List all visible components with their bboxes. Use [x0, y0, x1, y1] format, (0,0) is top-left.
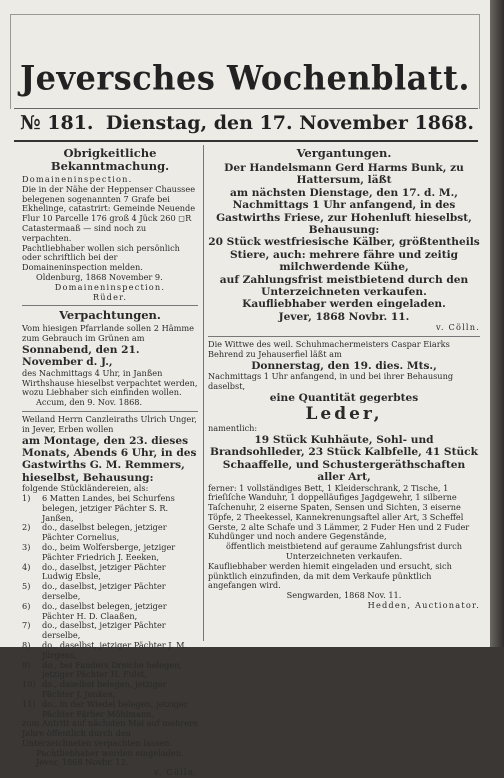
official-notice-heading: Obrigkeitliche Bekanntmachung. — [50, 146, 170, 173]
auction-text: Der Handelsmann Gerd Harms Bunk, zu Hattersum, läßt — [224, 162, 464, 187]
list-item: 6) do., daselbst belegen, jetziger Pächter H. D. Claaßen, — [22, 600, 167, 621]
list-item: 5) do., daselbst, jetziger Pächter derselbe, — [22, 581, 166, 601]
notice-date: Oldenburg, 1868 November 9. — [36, 271, 163, 282]
list-item: 11) do., in der Wiedel belegen, jetziger Pächter Färber Möhlmann, — [22, 698, 188, 719]
auction-text: Die Wittwe des weil. Schuhmachermeisters Caspar Eiarks Behrend zu Jehauserfiel läßt am — [208, 339, 450, 359]
right-column — [208, 146, 480, 611]
auction-signature: Hedden, Auctionator. — [367, 600, 480, 611]
lease-signature: v. Cölln. — [154, 767, 198, 778]
auction-goods: 19 Stück Kuhhäute, Sohl- und Brandsohlleder, 23 Stück Kalbfelle, 41 Stück Schaaffelle, und Schustergeräthschaften aller Art, — [210, 433, 478, 484]
masthead-title: Jeversches Wochenblatt. — [19, 58, 471, 98]
auction-signature: v. Cölln. — [436, 322, 480, 333]
section-rule — [22, 305, 198, 306]
auction-text: namentlich: — [208, 423, 258, 434]
auction-text: auf Zahlungsfrist meistbietend durch den Unterzeichneten verkaufen. — [219, 273, 469, 299]
notice-signature: Rüder. — [92, 291, 128, 302]
list-item: 9) do., bei Fanders Dreiche belegen, jetziger Pächter H. Fulst, — [22, 659, 182, 680]
lease-place-date: Jever, 1868 Novbr. 12. — [36, 757, 129, 768]
auction-date: am nächsten Dienstage, den 17. d. M., — [230, 186, 458, 199]
lease-date: am Montage, den 23. dieses Monats, Abends 6 Uhr, in des Gastwirths G. M. Remmers, hieselbst, Behausung: — [22, 434, 197, 484]
issue-date: Dienstag, den 17. November 1868. — [105, 112, 474, 134]
lease-text: zum Antritt auf nächsten Mai auf mehrere Jahre öffentlich durch den Unterzeichneten verpachten lassen. — [22, 718, 198, 748]
auction-text: Nachmittags 1 Uhr anfangend, in des Gastwirths Friese, zur Hohenluft hieselbst, Behausung: — [216, 199, 472, 237]
masthead-rule — [14, 108, 478, 109]
auction-leather-heading: Leder, — [305, 404, 383, 425]
masthead-frame — [10, 14, 480, 109]
notice-authority: Domaineninspection. — [22, 174, 133, 184]
auction-text: Nachmittags 1 Uhr anfangend, in und bei ihrer Behausung daselbst, — [208, 371, 454, 391]
list-item: 7) do., daselbst, jetziger Pächter derselbe, — [22, 620, 166, 641]
section-rule — [22, 411, 198, 412]
section-rule — [208, 336, 480, 337]
lease-text: des Nachmittags 4 Uhr, in Janßen Wirthshause hieselbst verpachtet werden, wozu Liebhaber sich einfinden wollen. — [22, 367, 198, 398]
list-item: 10) do., daselbst belegen, jetziger Pächter J. Janken, — [22, 679, 167, 699]
auction-text: ferner: 1 vollständiges Bett, 1 Kleiderschrank, 2 Tische, 1 frieſiſche Wanduhr, 1 doppelläufiges Jagdgewehr, 1 silberne Taſchenuhr, 2 eiserne Spaten, Sensen und Sichten, 3 eiserne Töpfe, 2 Theekessel, Kannekrenungsaftel aller Art, 3 Scheffel Gerste, 2 alte Schafe und 3 Lämmer, 2 Fuder Hen und 2 Fuder Kuhdünger und noch andere Gegenstände, — [208, 482, 470, 542]
lease-text: Pachtliebhaber werden eingeladen. — [36, 747, 184, 758]
list-item: 1) 6 Matten Landes, bei Schurfens belegen, jetziger Pächter S. R. Janßen, — [22, 492, 175, 523]
lease-place-date: Accum, den 9. Nov. 1868. — [36, 397, 143, 408]
auction-text: eine Quantität gegerbtes — [269, 391, 419, 404]
list-item: 3) do., beim Wolfersberge, jetziger Pächter Friedrich J. Eeeken, — [22, 541, 176, 562]
lease-text: Vom hiesigen Pfarrlande sollen 2 Hämme zum Gebrauch im Grünen am — [22, 323, 194, 344]
auction-place-date: Sengwarden, 1868 Nov. 11. — [286, 590, 402, 601]
notice-signature: Domaineninspection. — [54, 281, 166, 292]
lease-date: Sonnabend, den 21. November d. J., — [22, 343, 140, 369]
issue-number: № 181. — [20, 112, 94, 134]
parcel-list — [22, 494, 198, 719]
notice-text: Pachtliebhaber wollen sich persönlich oder schriftlich bei der Domaineninspection melden. — [22, 242, 180, 273]
auction-text: Kaufliebhaber werden eingeladen. — [242, 298, 446, 311]
auction-date: Donnerstag, den 19. dies. Mts., — [251, 359, 437, 372]
leases-heading: Verpachtungen. — [59, 308, 161, 323]
auction-goods: 20 Stück westfriesische Kälber, größtentheils Stiere, auch: mehrere fähre und zeitig milchwerdende Kühe, — [208, 236, 480, 274]
issue-line — [20, 112, 474, 140]
lease-text: folgende Stückländereien, als: — [22, 483, 149, 494]
issue-rule — [14, 140, 478, 142]
notice-text: Die in der Nähe der Heppenser Chaussee belegenen sogenannten 7 Grafe bei Ekhelinge, catastrirt: Gemeinde Neuende Flur 10 Parcelle 176 groß 4 Jück 260 ◻R Catastermaaß — sind noch zu verpachten. — [22, 183, 196, 243]
lease-text: Weiland Herrn Canzleiraths Ulrich Unger, in Jever, Erben wollen — [22, 413, 197, 434]
column-divider — [203, 145, 204, 641]
auctions-heading: Vergantungen. — [296, 146, 392, 160]
auction-text: öffentlich meistbietend auf geraume Zahlungsfrist durch Unterzeichneten verkaufen. — [225, 541, 463, 562]
auction-place-date: Jever, 1868 Novbr. 11. — [278, 310, 410, 323]
list-item: 2) do., daselbst belegen, jetziger Pächter Cornelius, — [22, 522, 167, 543]
auction-text: Kaufliebhaber werden hiemit eingeladen und ersucht, sich pünktlich einzufinden, da mit dem Verkaufe pünktlich angefangen wird. — [208, 560, 452, 591]
list-item: 8) do., daselbst, jetziger Pächter J. M. Jürgens, — [22, 639, 188, 660]
page-edge — [490, 0, 504, 647]
left-column — [22, 146, 198, 778]
list-item: 4) do., daselbst, jetziger Pächter Ludwig Ebsle, — [22, 561, 166, 582]
